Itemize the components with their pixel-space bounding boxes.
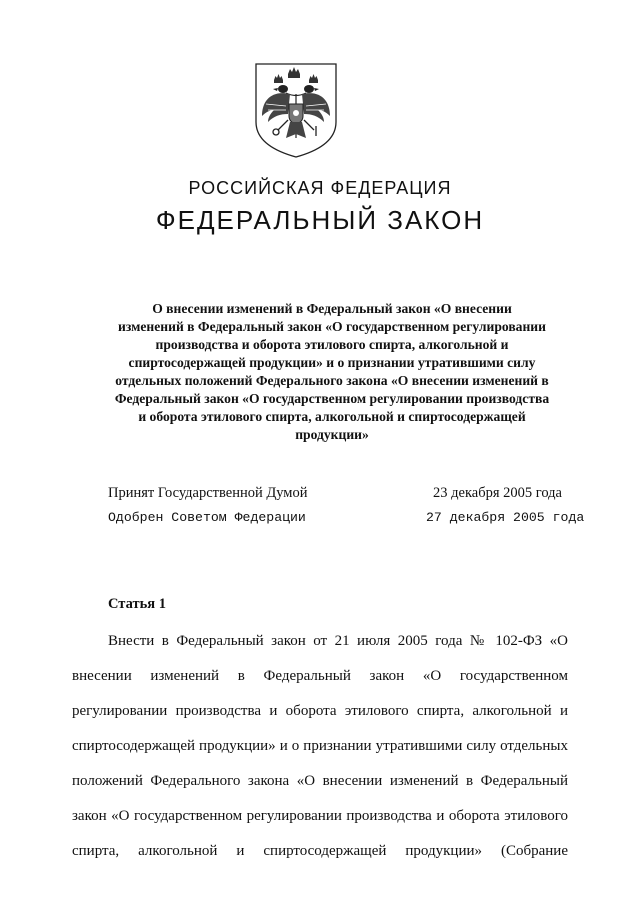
- document-type-heading: ФЕДЕРАЛЬНЫЙ ЗАКОН: [155, 205, 485, 235]
- body-line: регулировании производства и оборота этилового спирта, алкогольной и: [72, 703, 568, 719]
- law-title-line: спиртосодержащей продукции» и о признании утратившими силу: [128, 355, 536, 370]
- body-line: спиртосодержащей продукции» и о признании утратившими силу отдельных: [72, 738, 568, 754]
- body-line: Внести в Федеральный закон от 21 июля 2005 года № 102-ФЗ «О: [108, 633, 568, 649]
- body-line: положений Федерального закона «О внесении изменений в Федеральный: [72, 773, 568, 789]
- duma-adoption-label: Принят Государственной Думой: [108, 485, 308, 501]
- duma-adoption-date: 23 декабря 2005 года: [433, 485, 562, 501]
- law-title-line: и оборота этилового спирта, алкогольной и спиртосодержащей: [138, 409, 526, 424]
- body-line: спирта, алкогольной и спиртосодержащей продукции» (Собрание: [72, 843, 568, 859]
- article-body: [72, 624, 568, 869]
- law-title-line: изменений в Федеральный закон «О государственном регулировании: [118, 319, 546, 334]
- law-title-line: Федеральный закон «О государственном регулировании производства: [114, 391, 550, 406]
- country-heading: РОССИЙСКАЯ ФЕДЕРАЦИЯ: [188, 178, 452, 198]
- law-title-line: отдельных положений Федерального закона «О внесении изменений в: [115, 373, 549, 388]
- council-approval-label: Одобрен Советом Федерации: [108, 510, 306, 525]
- body-line: закон «О государственном регулировании производства и оборота этилового: [72, 808, 568, 824]
- body-line: внесении изменений в Федеральный закон «О государственном: [72, 668, 568, 684]
- coat-of-arms-emblem: [252, 60, 340, 160]
- law-title: [98, 300, 566, 444]
- law-title-line: продукции»: [295, 427, 369, 442]
- law-title-line: О внесении изменений в Федеральный закон «О внесении: [152, 301, 512, 316]
- council-approval-date: 27 декабря 2005 года: [426, 510, 585, 525]
- article-heading: Статья 1: [108, 596, 166, 612]
- law-title-line: производства и оборота этилового спирта, алкогольной и: [155, 337, 509, 352]
